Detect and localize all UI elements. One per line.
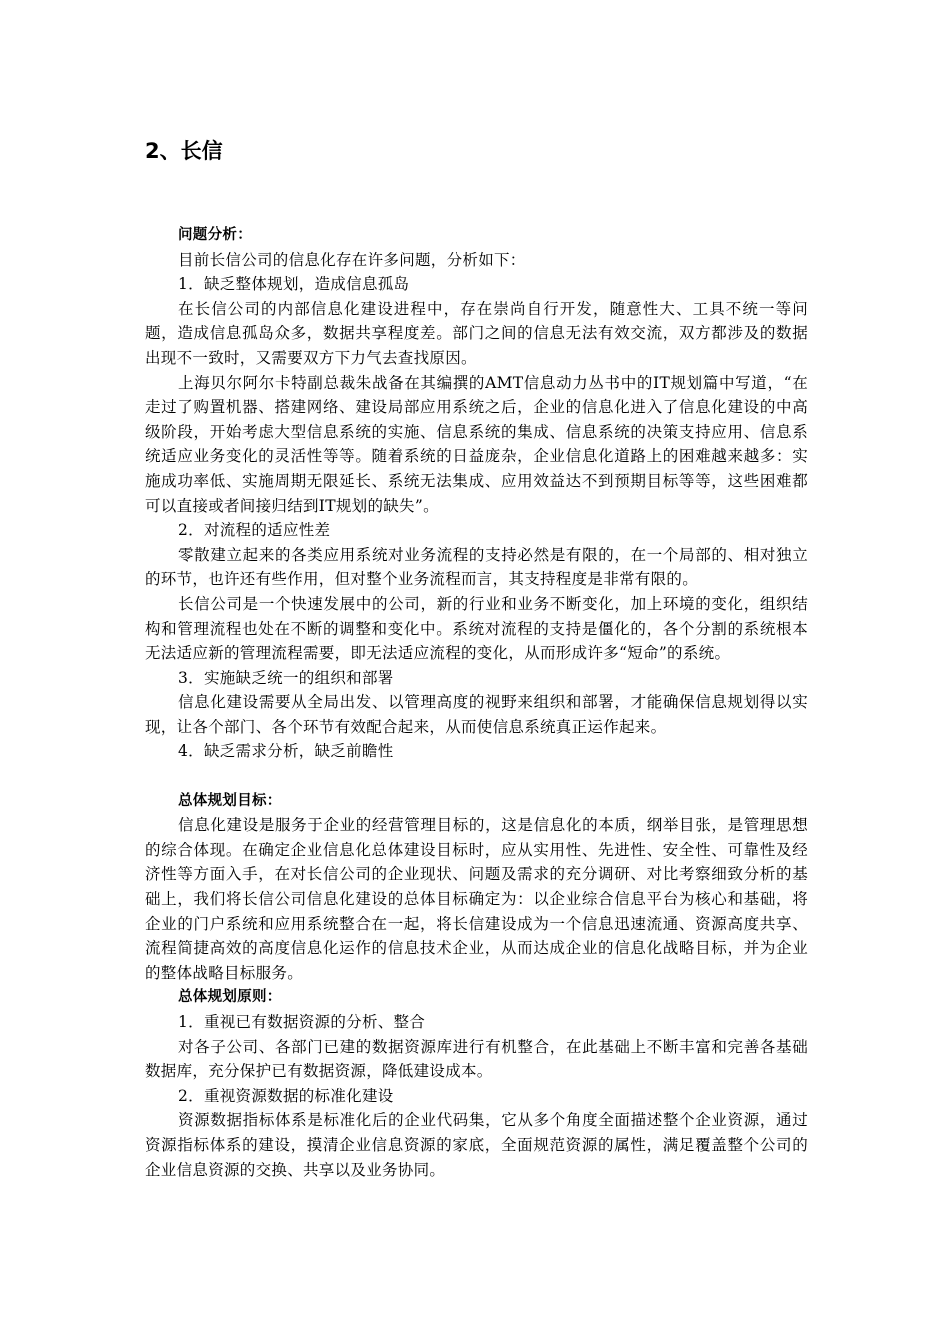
section-heading-principle: 总体规划原则：	[178, 989, 282, 1006]
list-item-title: 1．重视已有数据资源的分析、整合	[178, 1013, 426, 1031]
list-item-title: 1．缺乏整体规划，造成信息孤岛	[178, 275, 410, 294]
paragraph: 资源数据指标体系是标准化后的企业代码集，它从多个角度全面描述整个企业资源，通过资源指标体系的建设，摸清企业信息资源的家底，全面规范资源的属性，满足覆盖整个公司的企业信息资源的交换、共享以及业务协同。	[145, 1111, 808, 1179]
paragraph: 信息化建设是服务于企业的经营管理目标的，这是信息化的本质，纲举目张，是管理思想的综合体现。在确定企业信息化总体建设目标时，应从实用性、先进性、安全性、可靠性及经济性等方面入手，在对长信公司的企业现状、问题及需求的充分调研、对比考察细致分析的基础上，我们将长信公司信息化建设的总体目标确定为：以企业综合信息平台为核心和基础，将企业的门户系统和应用系统整合在一起，将长信建设成为一个信息迅速流通、资源高度共享、流程简捷高效的高度信息化运作的信息技术企业，从而达成企业的信息化战略目标，并为企业的整体战略目标服务。	[145, 816, 808, 982]
paragraph: 上海贝尔阿尔卡特副总裁朱战备在其编撰的AMT信息动力丛书中的IT规划篇中写道，“在走过了购置机器、搭建网络、建设局部应用系统之后，企业的信息化进入了信息化建设的中高级阶段，开始考虑大型信息系统的实施、信息系统的集成、信息系统的决策支持应用、信息系统适应业务变化的灵活性等等。随着系统的日益庞杂，企业信息化道路上的困难越来越多：实施成功率低、实施周期无限延长、系统无法集成、应用效益达不到预期目标等等，这些困难都可以直接或者间接归结到IT规划的缺失”。	[145, 373, 808, 515]
paragraph: 在长信公司的内部信息化建设进程中，存在崇尚自行开发，随意性大、工具不统一等问题，造成信息孤岛众多，数据共享程度差。部门之间的信息无法有效交流，双方都涉及的数据出现不一致时，又需要双方下力气去查找原因。	[145, 299, 808, 367]
list-item-title: 4．缺乏需求分析，缺乏前瞻性	[178, 742, 394, 761]
section-heading-problem: 问题分析：	[178, 227, 252, 243]
paragraph: 信息化建设需要从全局出发、以管理高度的视野来组织和部署，才能确保信息规划得以实现，让各个部门、各个环节有效配合起来，从而使信息系统真正运作起来。	[145, 693, 808, 736]
list-item-title: 2．重视资源数据的标准化建设	[178, 1086, 394, 1105]
spacer	[145, 764, 808, 789]
list-item-title: 2．对流程的适应性差	[178, 521, 331, 540]
document-body	[145, 223, 808, 1182]
page-title: 2、长信	[145, 139, 223, 163]
paragraph: 零散建立起来的各类应用系统对业务流程的支持必然是有限的，在一个局部的、相对独立的环节，也许还有些作用，但对整个业务流程而言，其支持程度是非常有限的。	[145, 545, 808, 589]
paragraph: 对各子公司、各部门已建的数据资源库进行有机整合，在此基础上不断丰富和完善各基础数据库，充分保护已有数据资源，降低建设成本。	[145, 1037, 808, 1081]
paragraph: 长信公司是一个快速发展中的公司，新的行业和业务不断变化，加上环境的变化，组织结构和管理流程也处在不断的调整和变化中。系统对流程的支持是僵化的，各个分割的系统根本无法适应新的管理流程需要，即无法适应流程的变化，从而形成许多“短命”的系统。	[145, 594, 808, 663]
list-item-title: 3．实施缺乏统一的组织和部署	[178, 668, 394, 687]
paragraph: 目前长信公司的信息化存在许多问题，分析如下：	[178, 250, 526, 269]
section-heading-goal: 总体规划目标：	[178, 792, 282, 809]
